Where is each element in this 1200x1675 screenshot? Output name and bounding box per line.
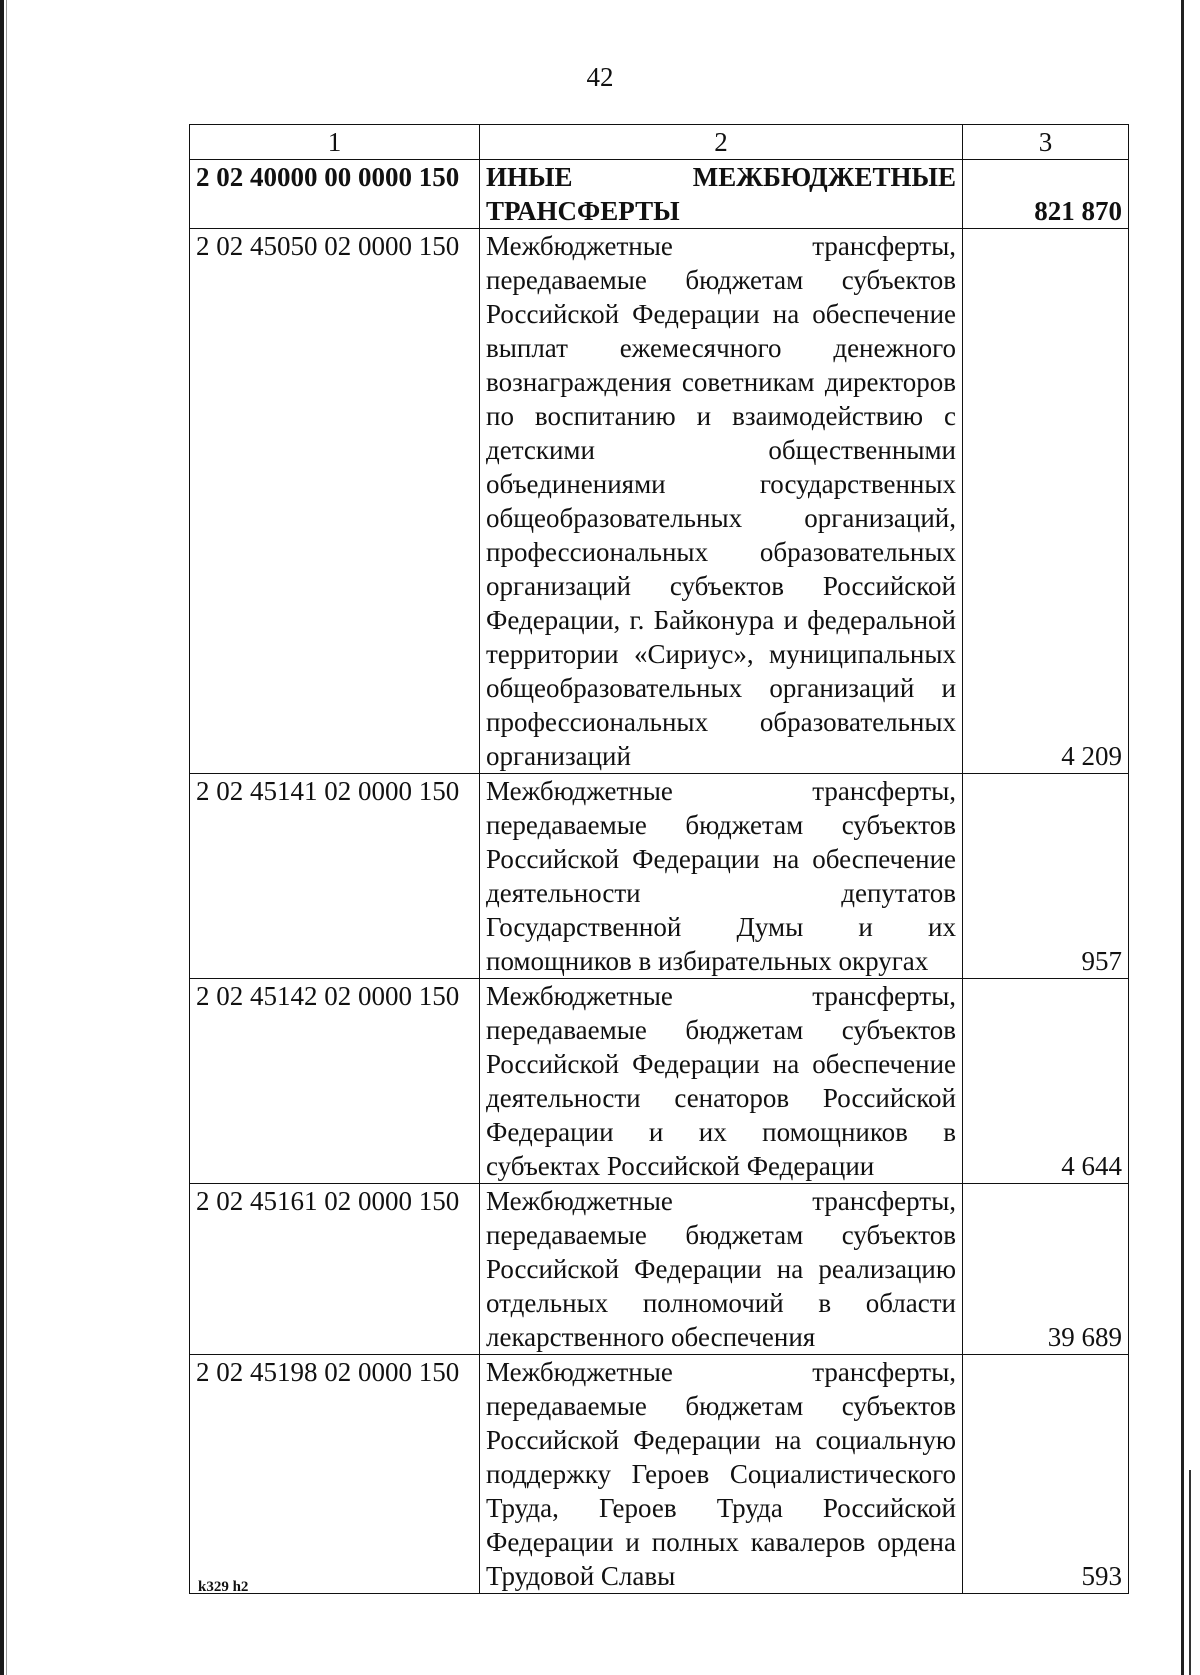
row-name: Межбюджетные трансферты, передаваемые бюджетам субъектов Российской Федерации на обеспечение деятельности сенаторов Российской Федерации и их помощников в субъектах Российской Федерации bbox=[480, 979, 963, 1184]
row-amount: 593 bbox=[963, 1355, 1129, 1594]
row-name: Межбюджетные трансферты, передаваемые бюджетам субъектов Российской Федерации на обеспечение деятельности депутатов Государственной Думы и их помощников в избирательных округах bbox=[480, 774, 963, 979]
row-amount: 821 870 bbox=[963, 160, 1129, 229]
row-code: 2 02 45141 02 0000 150 bbox=[190, 774, 480, 979]
row-amount: 957 bbox=[963, 774, 1129, 979]
row-name: Межбюджетные трансферты, передаваемые бюджетам субъектов Российской Федерации на реализацию отдельных полномочий в области лекарственного обеспечения bbox=[480, 1184, 963, 1355]
row-code: 2 02 45142 02 0000 150 bbox=[190, 979, 480, 1184]
footer-document-code: k329 h2 bbox=[198, 1579, 249, 1595]
table-row bbox=[190, 1355, 1129, 1594]
table-row bbox=[190, 1184, 1129, 1355]
row-code: 2 02 40000 00 0000 150 bbox=[190, 160, 480, 229]
scan-edge-right-inner bbox=[1189, 1470, 1191, 1675]
row-amount: 4 644 bbox=[963, 979, 1129, 1184]
table-row bbox=[190, 160, 1129, 229]
column-header-1: 1 bbox=[190, 125, 480, 160]
row-name: ИНЫЕ МЕЖБЮДЖЕТНЫЕ ТРАНСФЕРТЫ bbox=[480, 160, 963, 229]
column-header-2: 2 bbox=[480, 125, 963, 160]
table-row bbox=[190, 774, 1129, 979]
row-name: Межбюджетные трансферты, передаваемые бюджетам субъектов Российской Федерации на социальную поддержку Героев Социалистического Труда, Героев Труда Российской Федерации и полных кавалеров ордена Трудовой Славы bbox=[480, 1355, 963, 1594]
budget-table bbox=[189, 124, 1129, 1594]
scan-edge-right bbox=[1181, 0, 1184, 1675]
page-number: 42 bbox=[586, 62, 614, 92]
table-header-row bbox=[190, 125, 1129, 160]
scan-edge-left-faint bbox=[6, 0, 7, 1675]
row-code: 2 02 45161 02 0000 150 bbox=[190, 1184, 480, 1355]
row-code: 2 02 45198 02 0000 150 bbox=[190, 1355, 480, 1594]
row-amount: 39 689 bbox=[963, 1184, 1129, 1355]
table-row bbox=[190, 229, 1129, 774]
row-name: Межбюджетные трансферты, передаваемые бюджетам субъектов Российской Федерации на обеспечение выплат ежемесячного денежного вознаграждения советникам директоров по воспитанию и взаимодействию с детскими общественными объединениями государственных общеобразовательных организаций, профессиональных образовательных организаций субъектов Российской Федерации, г. Байконура и федеральной территории «Сириус», муниципальных общеобразовательных организаций и профессиональных образовательных организаций bbox=[480, 229, 963, 774]
row-amount: 4 209 bbox=[963, 229, 1129, 774]
row-code: 2 02 45050 02 0000 150 bbox=[190, 229, 480, 774]
column-header-3: 3 bbox=[963, 125, 1129, 160]
table-row bbox=[190, 979, 1129, 1184]
scan-edge-left bbox=[0, 0, 4, 1675]
